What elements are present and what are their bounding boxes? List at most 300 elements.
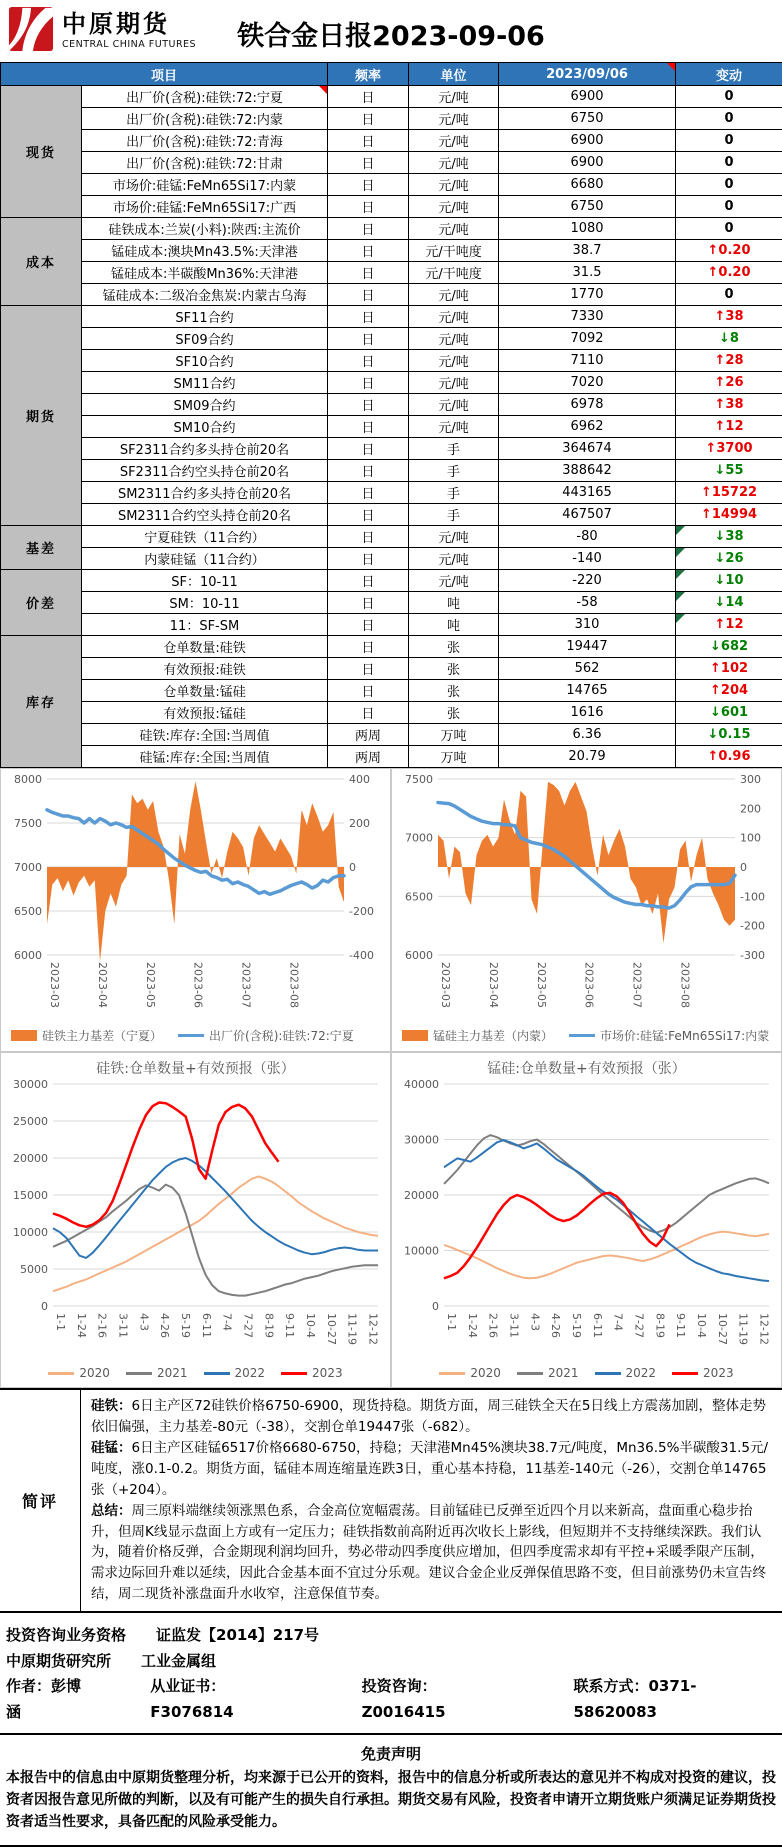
cell-val: 7110 xyxy=(499,350,676,372)
cell-unit: 手 xyxy=(409,482,499,504)
top-charts-row xyxy=(0,768,782,1052)
cell-change: ↓10 xyxy=(676,570,782,592)
cell-item: 有效预报:锰硅 xyxy=(82,702,328,724)
cell-item: SF2311合约多头持仓前20名 xyxy=(82,438,328,460)
svg-text:10000: 10000 xyxy=(404,1245,439,1258)
svg-text:10000: 10000 xyxy=(13,1226,48,1239)
cell-val: 562 xyxy=(499,658,676,680)
svg-text:6-11: 6-11 xyxy=(200,1313,213,1338)
cell-item: 仓单数量:硅铁 xyxy=(82,636,328,658)
svg-text:2023-08: 2023-08 xyxy=(288,962,301,1008)
table-row xyxy=(1,548,782,570)
cell-unit: 元/吨 xyxy=(409,174,499,196)
cell-change: ↑3700 xyxy=(676,438,782,460)
table-row xyxy=(1,416,782,438)
table-row xyxy=(1,460,782,482)
cell-unit: 元/吨 xyxy=(409,394,499,416)
credential-item: 从业证书：F3076814 xyxy=(150,1674,305,1725)
cell-unit: 元/吨 xyxy=(409,218,499,240)
cell-val: 38.7 xyxy=(499,240,676,262)
cell-freq: 日 xyxy=(328,570,409,592)
svg-text:2023-04: 2023-04 xyxy=(487,962,500,1008)
cell-item: SF2311合约空头持仓前20名 xyxy=(82,460,328,482)
table-row xyxy=(1,306,782,328)
cell-val: -140 xyxy=(499,548,676,570)
cell-change: ↓26 xyxy=(676,548,782,570)
cell-change: ↑204 xyxy=(676,680,782,702)
cell-val: 364674 xyxy=(499,438,676,460)
cell-freq: 两周 xyxy=(328,724,409,746)
disclaimer-title: 免责声明 xyxy=(6,1743,776,1764)
cell-val: 1616 xyxy=(499,702,676,724)
table-row xyxy=(1,350,782,372)
cell-change: ↓8 xyxy=(676,328,782,350)
table-row xyxy=(1,504,782,526)
cell-change: ↓0.15 xyxy=(676,724,782,746)
table-row xyxy=(1,658,782,680)
cell-item: 出厂价(含税):硅铁:72:甘肃 xyxy=(82,152,328,174)
svg-text:9-11: 9-11 xyxy=(674,1313,687,1338)
table-row xyxy=(1,746,782,768)
cell-change: 0 xyxy=(676,86,782,108)
cell-unit: 元/吨 xyxy=(409,152,499,174)
chart-fesi-basis-price xyxy=(0,768,391,1052)
chart-legend xyxy=(392,1364,781,1387)
credential-item: 投资咨询：Z0016415 xyxy=(362,1674,518,1725)
legend-item xyxy=(281,1366,343,1380)
cell-val: 6750 xyxy=(499,108,676,130)
table-row xyxy=(1,680,782,702)
legend-label: 出厂价(含税):硅铁:72:宁夏 xyxy=(209,1027,354,1044)
cell-item: 出厂价(含税):硅铁:72:内蒙 xyxy=(82,108,328,130)
cell-unit: 元/吨 xyxy=(409,108,499,130)
cell-val: 443165 xyxy=(499,482,676,504)
svg-text:40000: 40000 xyxy=(404,1078,439,1091)
cell-change: 0 xyxy=(676,108,782,130)
legend-swatch-icon xyxy=(517,1372,543,1375)
table-row xyxy=(1,240,782,262)
svg-text:2023-08: 2023-08 xyxy=(679,962,692,1008)
column-header: 频率 xyxy=(328,63,409,86)
cell-item: 出厂价(含税):硅铁:72:宁夏 xyxy=(82,86,328,108)
svg-text:1-24: 1-24 xyxy=(75,1313,88,1338)
cell-val: 7092 xyxy=(499,328,676,350)
table-row xyxy=(1,702,782,724)
svg-text:10-4: 10-4 xyxy=(695,1313,708,1338)
credential-item: 作者：彭博涵 xyxy=(6,1674,94,1725)
column-header: 单位 xyxy=(409,63,499,86)
svg-text:1-1: 1-1 xyxy=(54,1313,67,1331)
svg-text:30000: 30000 xyxy=(13,1078,48,1091)
svg-text:200: 200 xyxy=(349,817,370,830)
table-row xyxy=(1,592,782,614)
svg-text:12-12: 12-12 xyxy=(758,1313,771,1345)
cell-change: 0 xyxy=(676,152,782,174)
cell-change: ↓14 xyxy=(676,592,782,614)
legend-swatch-icon xyxy=(402,1030,428,1041)
daily-data-table xyxy=(0,62,782,768)
svg-text:7500: 7500 xyxy=(405,773,433,786)
cell-freq: 日 xyxy=(328,504,409,526)
cell-change: ↑14994 xyxy=(676,504,782,526)
report-header xyxy=(0,0,782,62)
legend-swatch-icon xyxy=(204,1372,230,1375)
cell-change: 0 xyxy=(676,218,782,240)
cell-item: 市场价:硅锰:FeMn65Si17:广西 xyxy=(82,196,328,218)
cell-item: 硅铁:库存:全国:当周值 xyxy=(82,724,328,746)
cell-freq: 日 xyxy=(328,328,409,350)
legend-swatch-icon xyxy=(11,1030,37,1041)
author-line xyxy=(6,1674,776,1725)
cell-freq: 日 xyxy=(328,526,409,548)
svg-text:2023-04: 2023-04 xyxy=(96,962,109,1008)
disclaimer-text: 本报告中的信息由中原期货整理分析，均来源于已公开的资料，报告中的信息分析或所表达的意见并不构成对投资的建议，投资者因报告意见所做的判断，以及有可能产生的损失自行承担。期货交易有风险，投资者申请开立期货账户须满足证券期货投资者适当性要求，具备匹配的风险承受能力。 xyxy=(6,1768,776,1833)
column-header: 项目 xyxy=(1,63,328,86)
legend-swatch-icon xyxy=(281,1372,307,1375)
svg-text:0: 0 xyxy=(349,861,356,874)
cell-change: ↑12 xyxy=(676,614,782,636)
svg-text:2023-07: 2023-07 xyxy=(631,962,644,1008)
svg-text:7500: 7500 xyxy=(14,817,42,830)
svg-text:1-1: 1-1 xyxy=(445,1313,458,1331)
cell-change: ↑0.20 xyxy=(676,240,782,262)
cell-unit: 元/吨 xyxy=(409,350,499,372)
svg-text:8000: 8000 xyxy=(14,773,42,786)
cell-item: SM11合约 xyxy=(82,372,328,394)
cell-change: ↓38 xyxy=(676,526,782,548)
cell-unit: 元/干吨度 xyxy=(409,262,499,284)
cell-change: ↑38 xyxy=(676,394,782,416)
cell-freq: 日 xyxy=(328,658,409,680)
cell-freq: 日 xyxy=(328,86,409,108)
commentary-paragraph: 硅锰：6日主产区硅锰6517价格6680-6750，持稳；天津港Mn45%澳块38.7元/吨度，Mn36.5%半碳酸31.5元/吨度，涨0.1-0.2。期货方面，锰硅本周连缩量连跌3日，重心基本持稳，11基差-140元（-26），交割仓单14765张（+204）。 xyxy=(91,1438,772,1501)
svg-text:8-19: 8-19 xyxy=(653,1313,666,1338)
cell-freq: 日 xyxy=(328,152,409,174)
legend-swatch-icon xyxy=(595,1372,621,1375)
svg-text:15000: 15000 xyxy=(13,1189,48,1202)
cell-freq: 日 xyxy=(328,284,409,306)
svg-text:5-19: 5-19 xyxy=(570,1313,583,1338)
table-row xyxy=(1,724,782,746)
svg-text:2023-06: 2023-06 xyxy=(583,962,596,1008)
cell-val: 7330 xyxy=(499,306,676,328)
table-row xyxy=(1,284,782,306)
svg-text:10-27: 10-27 xyxy=(716,1313,729,1345)
legend-item xyxy=(517,1366,579,1380)
legend-label: 市场价:硅锰:FeMn65Si17:内蒙 xyxy=(600,1027,769,1044)
legend-label: 2021 xyxy=(548,1366,579,1380)
cell-change: ↑102 xyxy=(676,658,782,680)
legend-label: 2020 xyxy=(470,1366,501,1380)
cell-freq: 日 xyxy=(328,680,409,702)
cell-val: 6900 xyxy=(499,130,676,152)
cell-val: 6680 xyxy=(499,174,676,196)
cell-freq: 日 xyxy=(328,592,409,614)
cell-freq: 日 xyxy=(328,548,409,570)
cell-unit: 张 xyxy=(409,636,499,658)
brand-name-cn: 中原期货 xyxy=(62,12,196,36)
cell-unit: 万吨 xyxy=(409,724,499,746)
legend-item xyxy=(178,1027,354,1044)
svg-text:100: 100 xyxy=(740,832,761,845)
svg-text:2-16: 2-16 xyxy=(487,1313,500,1338)
row-group-label: 基差 xyxy=(1,526,82,570)
table-row xyxy=(1,218,782,240)
svg-text:0: 0 xyxy=(740,861,747,874)
cell-item: 锰硅成本:澳块Mn43.5%:天津港 xyxy=(82,240,328,262)
cell-item: SM09合约 xyxy=(82,394,328,416)
cell-unit: 手 xyxy=(409,504,499,526)
chart-legend xyxy=(1,1364,390,1387)
svg-text:20000: 20000 xyxy=(13,1152,48,1165)
commentary-label: 简评 xyxy=(0,1390,81,1611)
cell-item: 宁夏硅铁（11合约） xyxy=(82,526,328,548)
cell-unit: 张 xyxy=(409,658,499,680)
legend-swatch-icon xyxy=(178,1034,204,1037)
cell-val: 6978 xyxy=(499,394,676,416)
cell-val: -220 xyxy=(499,570,676,592)
cell-item: 硅铁成本:兰炭(小料):陕西:主流价 xyxy=(82,218,328,240)
svg-text:-100: -100 xyxy=(740,890,765,903)
chart-simn-warehouse-receipts xyxy=(391,1052,782,1388)
cell-change: ↑0.96 xyxy=(676,746,782,768)
svg-text:6-11: 6-11 xyxy=(591,1313,604,1338)
cell-freq: 日 xyxy=(328,482,409,504)
cell-freq: 两周 xyxy=(328,746,409,768)
table-row xyxy=(1,438,782,460)
credentials-footer xyxy=(0,1613,782,1733)
cell-change: ↑12 xyxy=(676,416,782,438)
legend-swatch-icon xyxy=(569,1034,595,1037)
svg-text:12-12: 12-12 xyxy=(367,1313,380,1345)
cell-item: SM2311合约多头持仓前20名 xyxy=(82,482,328,504)
cell-unit: 元/吨 xyxy=(409,416,499,438)
cell-unit: 元/吨 xyxy=(409,570,499,592)
cell-item: SF09合约 xyxy=(82,328,328,350)
svg-text:-200: -200 xyxy=(349,905,374,918)
chart-legend xyxy=(392,1025,781,1051)
chart-legend xyxy=(1,1025,390,1051)
svg-text:0: 0 xyxy=(432,1300,439,1313)
cell-val: 310 xyxy=(499,614,676,636)
cell-val: 388642 xyxy=(499,460,676,482)
cell-change: ↓682 xyxy=(676,636,782,658)
cell-item: SF：10-11 xyxy=(82,570,328,592)
table-row xyxy=(1,526,782,548)
cell-val: 1770 xyxy=(499,284,676,306)
cell-val: 19447 xyxy=(499,636,676,658)
cell-item: 锰硅成本:半碳酸Mn36%:天津港 xyxy=(82,262,328,284)
cell-val: 20.79 xyxy=(499,746,676,768)
cell-freq: 日 xyxy=(328,306,409,328)
svg-text:400: 400 xyxy=(349,773,370,786)
cell-freq: 日 xyxy=(328,416,409,438)
cell-freq: 日 xyxy=(328,702,409,724)
cell-freq: 日 xyxy=(328,108,409,130)
cell-freq: 日 xyxy=(328,218,409,240)
chart-title: 硅铁:仓单数量+有效预报（张） xyxy=(1,1053,390,1078)
svg-text:2023-03: 2023-03 xyxy=(48,962,61,1008)
credential-item: 联系方式：0371-58620083 xyxy=(573,1674,776,1725)
legend-item xyxy=(402,1027,553,1044)
cell-unit: 张 xyxy=(409,702,499,724)
cell-unit: 张 xyxy=(409,680,499,702)
legend-swatch-icon xyxy=(672,1372,698,1375)
cell-freq: 日 xyxy=(328,636,409,658)
legend-label: 2023 xyxy=(703,1366,734,1380)
svg-text:2023-05: 2023-05 xyxy=(144,962,157,1008)
cell-change: ↓55 xyxy=(676,460,782,482)
table-row xyxy=(1,86,782,108)
svg-text:11-19: 11-19 xyxy=(346,1313,359,1345)
disclaimer-section xyxy=(0,1733,782,1847)
svg-text:7-27: 7-27 xyxy=(242,1313,255,1338)
svg-text:0: 0 xyxy=(41,1300,48,1313)
cell-item: 锰硅成本:二级冶金焦炭:内蒙古乌海 xyxy=(82,284,328,306)
cell-item: 11：SF-SM xyxy=(82,614,328,636)
svg-text:20000: 20000 xyxy=(404,1189,439,1202)
svg-text:4-26: 4-26 xyxy=(158,1313,171,1338)
row-group-label: 价差 xyxy=(1,570,82,636)
svg-text:6000: 6000 xyxy=(14,949,42,962)
svg-text:1-24: 1-24 xyxy=(466,1313,479,1338)
cell-unit: 元/吨 xyxy=(409,372,499,394)
table-row xyxy=(1,130,782,152)
legend-item xyxy=(569,1027,769,1044)
cell-freq: 日 xyxy=(328,394,409,416)
chart-title: 锰硅:仓单数量+有效预报（张） xyxy=(392,1053,781,1078)
bottom-charts-row xyxy=(0,1052,782,1388)
cell-change: ↑28 xyxy=(676,350,782,372)
legend-label: 2022 xyxy=(235,1366,266,1380)
cell-item: 有效预报:硅铁 xyxy=(82,658,328,680)
cell-unit: 手 xyxy=(409,438,499,460)
cell-freq: 日 xyxy=(328,438,409,460)
legend-item xyxy=(126,1366,188,1380)
legend-label: 硅铁主力基差（宁夏） xyxy=(42,1027,162,1044)
cell-val: 31.5 xyxy=(499,262,676,284)
cell-item: 硅锰:库存:全国:当周值 xyxy=(82,746,328,768)
svg-text:5000: 5000 xyxy=(20,1263,48,1276)
column-header: 2023/09/06 xyxy=(499,63,676,86)
cell-change: ↑38 xyxy=(676,306,782,328)
svg-text:200: 200 xyxy=(740,802,761,815)
cell-unit: 元/吨 xyxy=(409,86,499,108)
svg-text:2023-06: 2023-06 xyxy=(192,962,205,1008)
legend-label: 2020 xyxy=(79,1366,110,1380)
cell-freq: 日 xyxy=(328,196,409,218)
license-line: 投资咨询业务资格 证监发【2014】217号 xyxy=(6,1623,776,1649)
svg-text:2023-03: 2023-03 xyxy=(439,962,452,1008)
cell-item: SM：10-11 xyxy=(82,592,328,614)
svg-text:8-19: 8-19 xyxy=(262,1313,275,1338)
table-row xyxy=(1,570,782,592)
svg-text:9-11: 9-11 xyxy=(283,1313,296,1338)
svg-text:7000: 7000 xyxy=(405,832,433,845)
svg-text:25000: 25000 xyxy=(13,1115,48,1128)
cell-val: 6750 xyxy=(499,196,676,218)
table-row xyxy=(1,614,782,636)
legend-swatch-icon xyxy=(48,1372,74,1375)
svg-text:5-19: 5-19 xyxy=(179,1313,192,1338)
legend-swatch-icon xyxy=(439,1372,465,1375)
cell-change: ↑26 xyxy=(676,372,782,394)
svg-text:10-4: 10-4 xyxy=(304,1313,317,1338)
svg-text:2023-05: 2023-05 xyxy=(535,962,548,1008)
cell-freq: 日 xyxy=(328,262,409,284)
table-row xyxy=(1,262,782,284)
legend-item xyxy=(672,1366,734,1380)
table-header-row xyxy=(1,63,782,86)
cell-val: 14765 xyxy=(499,680,676,702)
svg-text:7000: 7000 xyxy=(14,861,42,874)
table-row xyxy=(1,108,782,130)
brand-name-en: CENTRAL CHINA FUTURES xyxy=(62,40,196,50)
cell-change: 0 xyxy=(676,174,782,196)
svg-text:7-27: 7-27 xyxy=(633,1313,646,1338)
cell-val: -80 xyxy=(499,526,676,548)
svg-text:10-27: 10-27 xyxy=(325,1313,338,1345)
svg-text:3-11: 3-11 xyxy=(117,1313,130,1338)
cell-freq: 日 xyxy=(328,130,409,152)
cell-unit: 吨 xyxy=(409,614,499,636)
row-group-label: 现货 xyxy=(1,86,82,218)
cell-val: 6900 xyxy=(499,152,676,174)
cell-unit: 元/吨 xyxy=(409,328,499,350)
cell-item: 内蒙硅锰（11合约） xyxy=(82,548,328,570)
svg-text:2-16: 2-16 xyxy=(96,1313,109,1338)
svg-text:6500: 6500 xyxy=(14,905,42,918)
legend-item xyxy=(204,1366,266,1380)
cell-val: 6962 xyxy=(499,416,676,438)
legend-label: 锰硅主力基差（内蒙） xyxy=(433,1027,553,1044)
svg-text:4-3: 4-3 xyxy=(528,1313,541,1331)
cell-item: SF10合约 xyxy=(82,350,328,372)
legend-item xyxy=(595,1366,657,1380)
cell-unit: 元/吨 xyxy=(409,526,499,548)
cell-unit: 元/吨 xyxy=(409,306,499,328)
table-row xyxy=(1,372,782,394)
chart-fesi-warehouse-receipts xyxy=(0,1052,391,1388)
svg-text:4-3: 4-3 xyxy=(137,1313,150,1331)
row-group-label: 成本 xyxy=(1,218,82,306)
svg-text:2023-07: 2023-07 xyxy=(240,962,253,1008)
svg-text:7-4: 7-4 xyxy=(612,1313,625,1331)
cell-freq: 日 xyxy=(328,460,409,482)
cell-change: 0 xyxy=(676,196,782,218)
cell-val: 1080 xyxy=(499,218,676,240)
svg-text:300: 300 xyxy=(740,773,761,786)
legend-item xyxy=(439,1366,501,1380)
legend-label: 2022 xyxy=(626,1366,657,1380)
column-header: 变动 xyxy=(676,63,782,86)
table-row xyxy=(1,196,782,218)
row-group-label: 库存 xyxy=(1,636,82,768)
cell-item: 仓单数量:锰硅 xyxy=(82,680,328,702)
commentary-text xyxy=(81,1390,782,1611)
cell-change: ↑15722 xyxy=(676,482,782,504)
cell-val: 6900 xyxy=(499,86,676,108)
svg-text:4-26: 4-26 xyxy=(549,1313,562,1338)
svg-text:6000: 6000 xyxy=(405,949,433,962)
cell-unit: 手 xyxy=(409,460,499,482)
commentary-section xyxy=(0,1388,782,1613)
svg-text:30000: 30000 xyxy=(404,1134,439,1147)
commentary-paragraph: 总结：周三原料端继续领涨黑色系，合金高位宽幅震荡。目前锰硅已反弹至近四个月以来新高，盘面重心稳步抬升，但周K线显示盘面上方或有一定压力；硅铁指数前高附近再次收长上影线，但短期并不支持继续深跌。我们认为，随着价格反弹，合金期现利润均回升，势必带动四季度供应增加，但四季度需求却有平控+采暖季限产压制，需求边际回升难以延续，因此合金基本面不宜过分乐观。建议合金企业反弹保值思路不变，但目前涨势仍未宣告终结，周二现货补涨盘面升水收窄，注意保值节奏。 xyxy=(91,1501,772,1606)
table-row xyxy=(1,482,782,504)
cell-item: 出厂价(含税):硅铁:72:青海 xyxy=(82,130,328,152)
cell-change: 0 xyxy=(676,284,782,306)
